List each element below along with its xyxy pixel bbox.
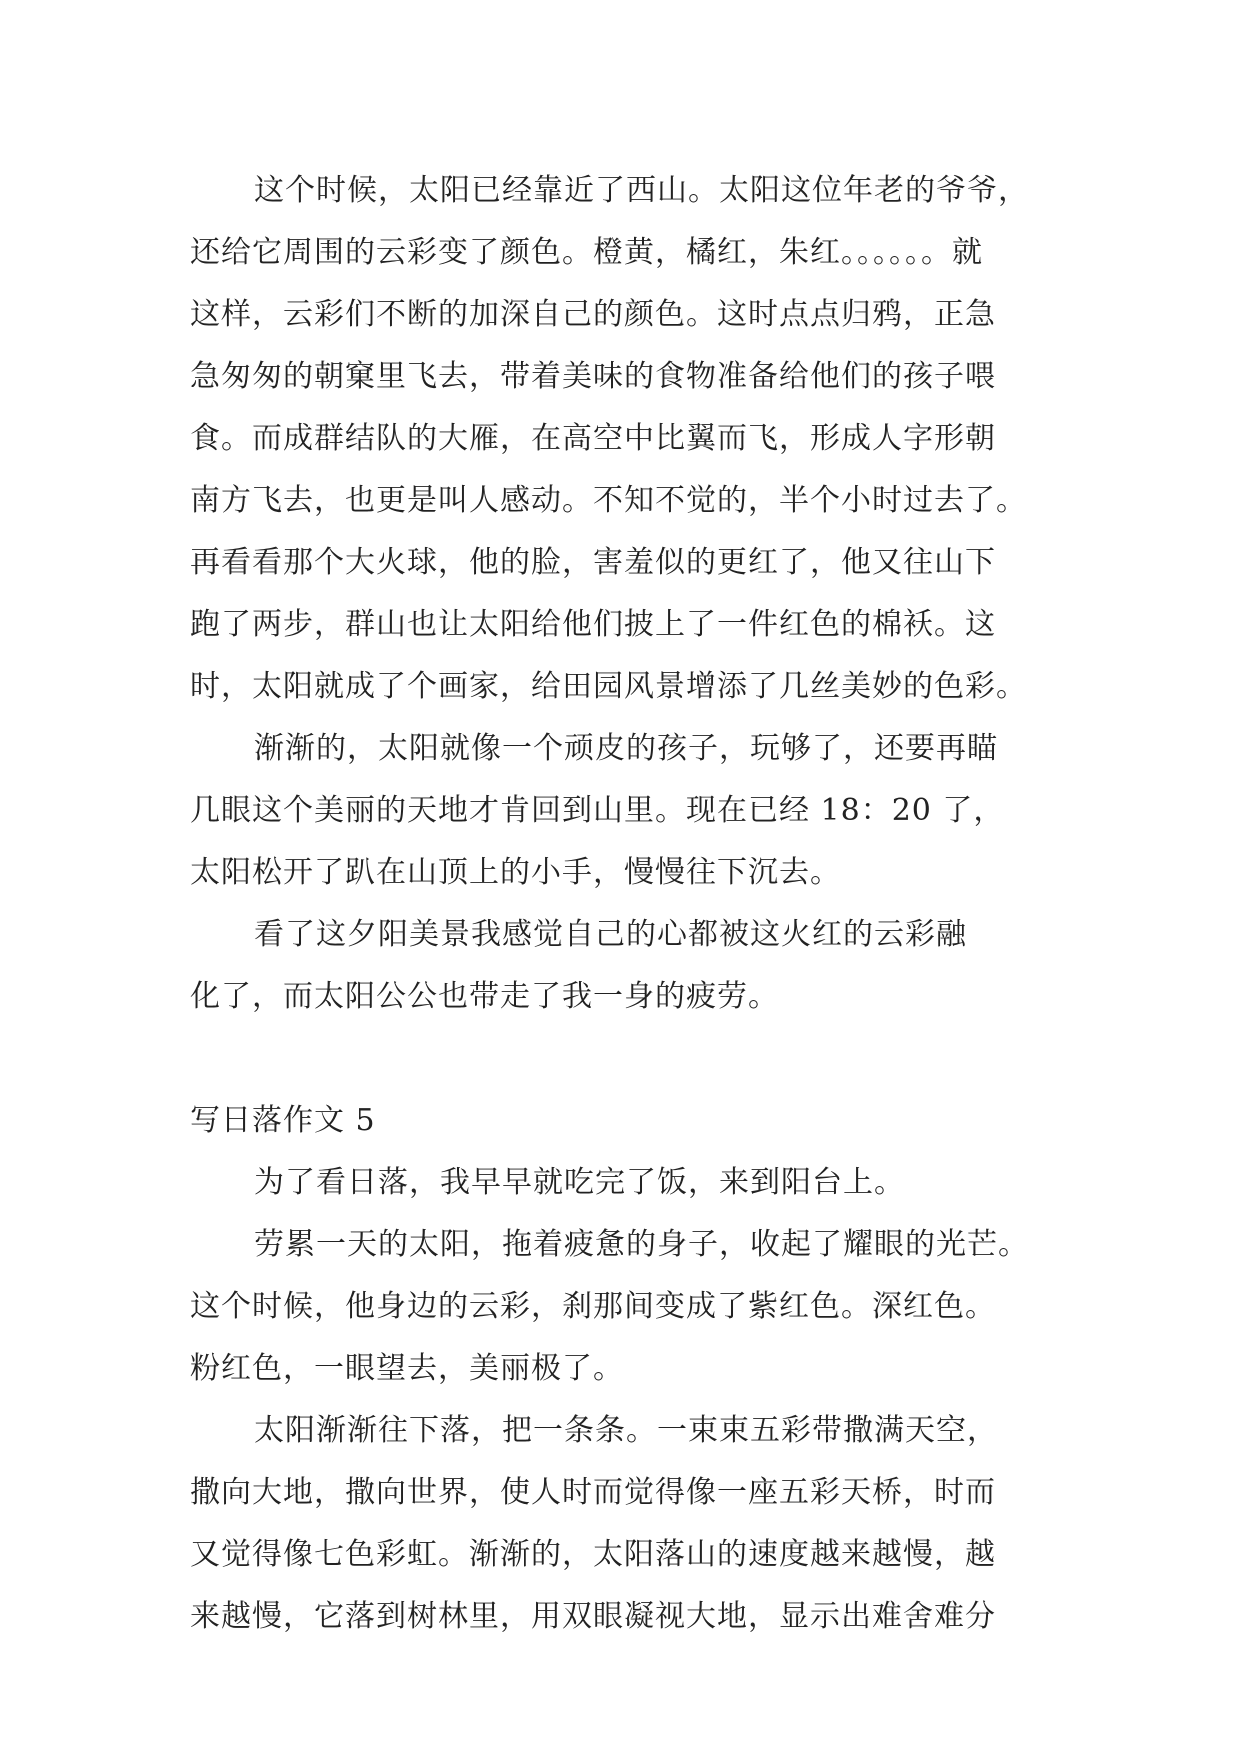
document-body bbox=[190, 160, 1052, 1648]
text-line: 太阳渐渐往下落，把一条条。一束束五彩带撒满天空， bbox=[254, 1413, 998, 1448]
text-line: 撒向大地，撒向世界，使人时而觉得像一座五彩天桥，时而 bbox=[190, 1475, 996, 1510]
text-line: 又觉得像七色彩虹。渐渐的，太阳落山的速度越来越慢，越 bbox=[190, 1537, 996, 1572]
text-line: 这个时候，太阳已经靠近了西山。太阳这位年老的爷爷， bbox=[254, 173, 1029, 208]
text-line: 跑了两步，群山也让太阳给他们披上了一件红色的棉袄。这 bbox=[190, 607, 996, 642]
text-line: 劳累一天的太阳，拖着疲惫的身子，收起了耀眼的光芒。 bbox=[254, 1227, 1029, 1262]
text-line: 时，太阳就成了个画家，给田园风景增添了几丝美妙的色彩。 bbox=[190, 669, 1027, 704]
text-line: 粉红色，一眼望去，美丽极了。 bbox=[190, 1351, 624, 1386]
text-line: 看了这夕阳美景我感觉自己的心都被这火红的云彩融 bbox=[254, 917, 967, 952]
text-line: 为了看日落，我早早就吃完了饭，来到阳台上。 bbox=[254, 1165, 905, 1200]
section-heading: 写日落作文 5 bbox=[190, 1103, 376, 1138]
text-line: 急匆匆的朝窠里飞去，带着美味的食物准备给他们的孩子喂 bbox=[190, 359, 996, 394]
text-line: 食。而成群结队的大雁，在高空中比翼而飞，形成人字形朝 bbox=[190, 421, 996, 456]
text-line: 几眼这个美丽的天地才肯回到山里。现在已经 18：20 了， bbox=[190, 793, 1005, 828]
essay-part-2 bbox=[190, 1152, 1052, 1648]
text-line: 再看看那个大火球，他的脸，害羞似的更红了，他又往山下 bbox=[190, 545, 996, 580]
text-line: 渐渐的，太阳就像一个顽皮的孩子，玩够了，还要再瞄 bbox=[254, 731, 998, 766]
text-line: 这样，云彩们不断的加深自己的颜色。这时点点归鸦，正急 bbox=[190, 297, 996, 332]
text-line: 太阳松开了趴在山顶上的小手，慢慢往下沉去。 bbox=[190, 855, 841, 890]
text-line: 还给它周围的云彩变了颜色。橙黄，橘红，朱红。。。。。。就 bbox=[190, 235, 983, 270]
essay-part-1 bbox=[190, 160, 1052, 1028]
text-line: 这个时候，他身边的云彩，刹那间变成了紫红色。深红色。 bbox=[190, 1289, 996, 1324]
text-line: 化了，而太阳公公也带走了我一身的疲劳。 bbox=[190, 979, 779, 1014]
section-gap bbox=[190, 1028, 1052, 1090]
text-line: 来越慢，它落到树林里，用双眼凝视大地，显示出难舍难分 bbox=[190, 1599, 996, 1634]
text-line: 南方飞去，也更是叫人感动。不知不觉的，半个小时过去了。 bbox=[190, 483, 1027, 518]
